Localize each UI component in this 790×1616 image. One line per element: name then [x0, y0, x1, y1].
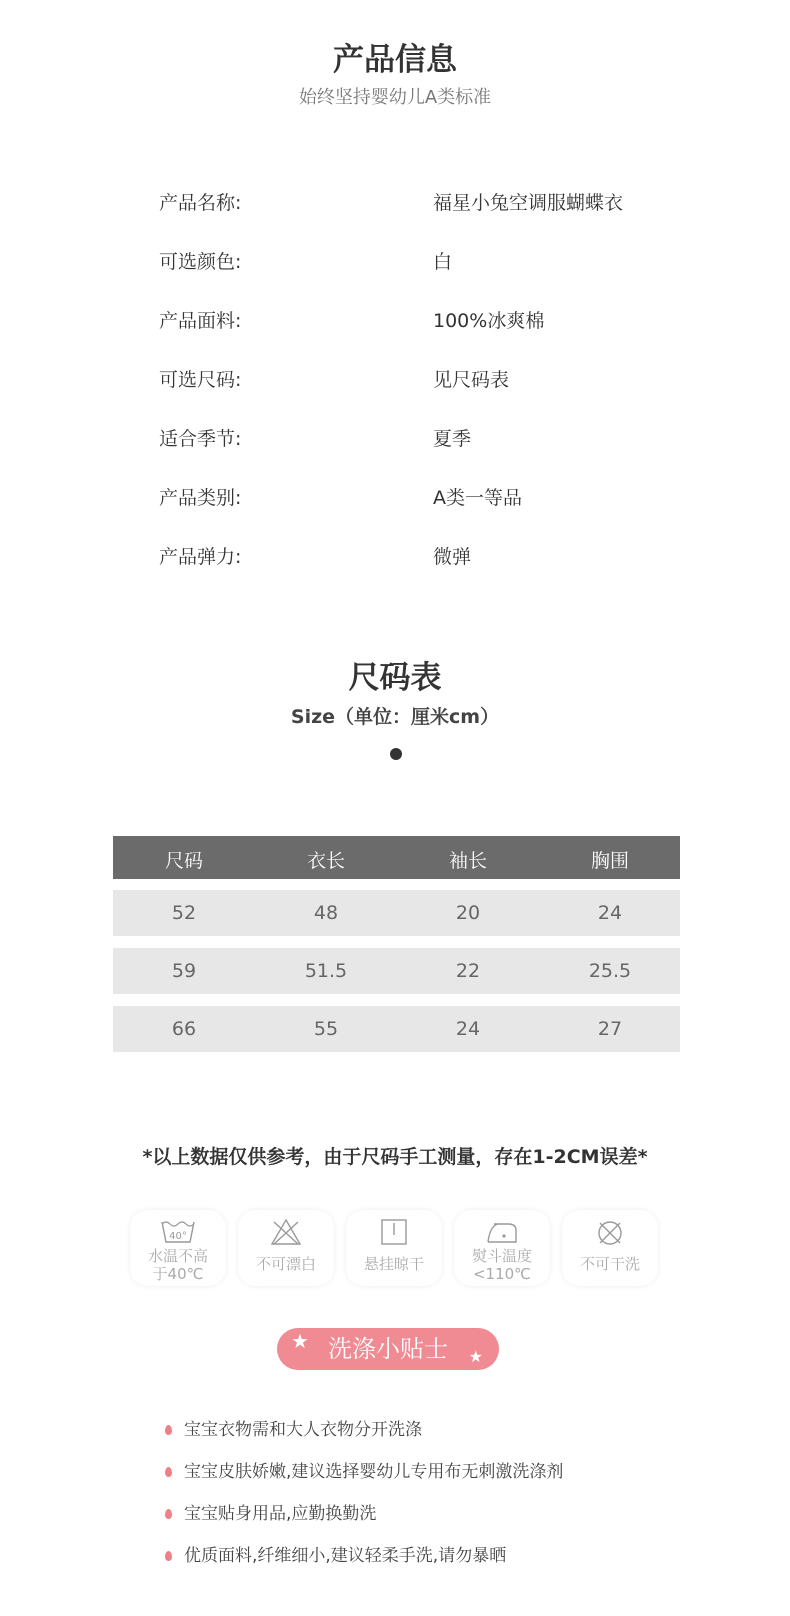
- care-label: 不可干洗: [579, 1255, 640, 1273]
- hang-dry-icon: [346, 1218, 442, 1246]
- info-row: [0, 542, 790, 574]
- table-cell: 66: [171, 1018, 197, 1040]
- table-cell: 48: [313, 902, 339, 924]
- list-item: 宝宝皮肤娇嫩,建议选择婴幼儿专用布无刺激洗涤剂: [184, 1462, 564, 1482]
- info-value: 福星小兔空调服蝴蝶衣: [433, 192, 624, 214]
- table-row: [113, 1006, 680, 1052]
- star-icon: ★: [468, 1347, 483, 1366]
- info-value: 100%冰爽棉: [433, 310, 545, 332]
- info-key: 产品弹力:: [159, 546, 242, 568]
- section-dot: [390, 748, 402, 760]
- table-row: [113, 890, 680, 936]
- table-cell: 55: [313, 1018, 339, 1040]
- product-info-title: 产品信息: [333, 42, 457, 78]
- header-length: 衣长: [306, 850, 345, 872]
- drop-icon: [165, 1509, 172, 1519]
- care-label: [130, 1247, 226, 1283]
- care-label: [454, 1247, 550, 1283]
- wash-40-icon: [130, 1218, 226, 1246]
- info-row: [0, 424, 790, 456]
- table-cell: 25.5: [588, 960, 632, 982]
- size-table-header: [113, 836, 680, 879]
- info-value: 夏季: [433, 428, 472, 450]
- info-row: [0, 483, 790, 515]
- info-key: 产品面料:: [159, 310, 242, 332]
- care-label-line: <110℃: [472, 1265, 532, 1283]
- no-bleach-icon: [238, 1218, 334, 1246]
- drop-icon: [165, 1467, 172, 1477]
- care-label-line: 于40℃: [152, 1265, 204, 1283]
- info-row: [0, 365, 790, 397]
- info-row: [0, 306, 790, 338]
- table-cell: 24: [455, 1018, 481, 1040]
- washing-tips-title: 洗涤小贴士: [328, 1335, 448, 1363]
- info-row: [0, 188, 790, 220]
- header-chest: 胸围: [590, 850, 629, 872]
- info-value: 见尺码表: [433, 369, 510, 391]
- product-info-subtitle: 始终坚持婴幼儿A类标准: [298, 87, 492, 108]
- table-cell: 22: [455, 960, 481, 982]
- info-value: 白: [433, 251, 453, 273]
- info-value: 微弹: [433, 546, 472, 568]
- size-chart-subtitle: Size（单位：厘米cm）: [290, 706, 500, 728]
- care-label: 不可漂白: [255, 1255, 316, 1273]
- info-key: 产品名称:: [159, 192, 242, 214]
- drop-icon: [165, 1551, 172, 1561]
- table-cell: 59: [171, 960, 197, 982]
- table-cell: 20: [455, 902, 481, 924]
- info-key: 产品类别:: [159, 487, 242, 509]
- list-item: 优质面料,纤维细小,建议轻柔手洗,请勿暴晒: [184, 1546, 507, 1566]
- info-key: 可选颜色:: [159, 251, 242, 273]
- info-key: 可选尺码:: [159, 369, 242, 391]
- care-card-bleach: [238, 1210, 334, 1286]
- header-size: 尺码: [164, 850, 203, 872]
- no-dry-clean-icon: [562, 1218, 658, 1246]
- table-cell: 24: [597, 902, 623, 924]
- header-sleeve: 袖长: [448, 850, 487, 872]
- drop-icon: [165, 1425, 172, 1435]
- care-label-line: 熨斗温度: [471, 1247, 532, 1265]
- info-key: 适合季节:: [159, 428, 242, 450]
- care-card-dryclean: [562, 1210, 658, 1286]
- care-card-hang: [346, 1210, 442, 1286]
- star-icon: ★: [291, 1329, 309, 1353]
- measurement-note: *以上数据仅供参考，由于尺码手工测量，存在1-2CM误差*: [142, 1146, 648, 1168]
- list-item: 宝宝衣物需和大人衣物分开洗涤: [184, 1420, 422, 1440]
- info-value: A类一等品: [433, 487, 522, 509]
- washing-tips-badge: [277, 1328, 499, 1370]
- table-cell: 27: [597, 1018, 623, 1040]
- table-cell: 51.5: [304, 960, 348, 982]
- list-item: 宝宝贴身用品,应勤换勤洗: [184, 1504, 377, 1524]
- care-card-iron: [454, 1210, 550, 1286]
- care-label: 悬挂晾干: [363, 1255, 424, 1273]
- size-chart-title: 尺码表: [348, 660, 442, 696]
- wash-temp-badge: 40°: [169, 1231, 187, 1242]
- info-row: [0, 247, 790, 279]
- care-card-wash: [130, 1210, 226, 1286]
- table-cell: 52: [171, 902, 197, 924]
- table-row: [113, 948, 680, 994]
- care-label-line: 水温不高: [147, 1247, 208, 1265]
- iron-icon: [454, 1218, 550, 1246]
